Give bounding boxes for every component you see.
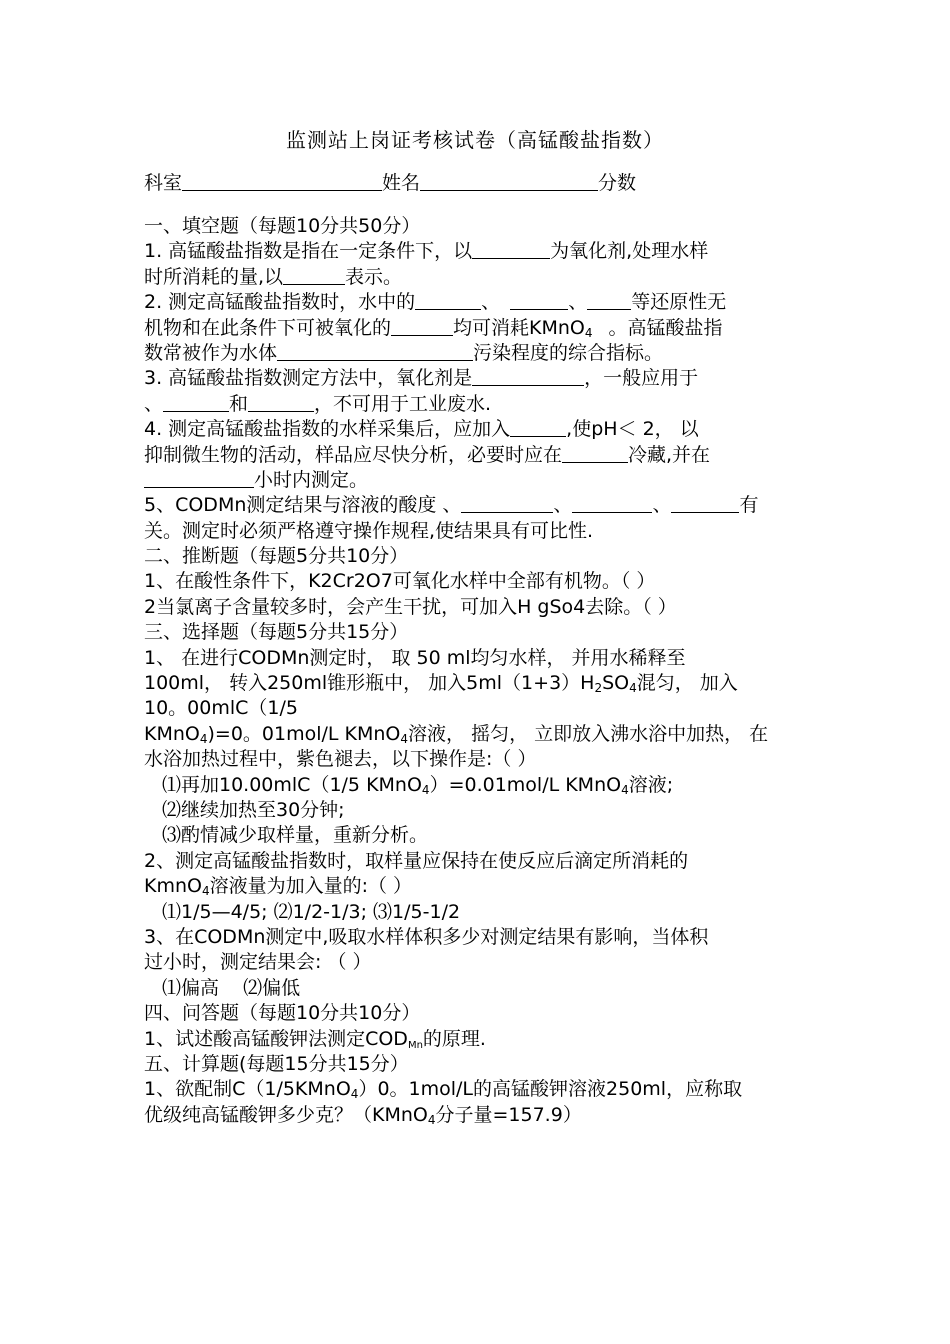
fill-q1-blank2[interactable]	[283, 266, 345, 285]
fill-q1-line2: 时所消耗的量,以 表示。	[144, 265, 403, 288]
fill-q4-blank2[interactable]	[562, 444, 628, 463]
choice-q1-line2: 100ml， 转入250ml锥形瓶中， 加入$5ml(1+3)H_2SO_4$混匀， 加入	[144, 672, 738, 696]
fill-q1-blank1[interactable]	[472, 240, 550, 259]
calc-q1-line1: 1、欲配制C（1/5KMnO$_4$）0。1mol/L的高锰酸钾溶液250ml，应称取	[144, 1078, 743, 1102]
judge-q1: 1、在酸性条件下，K2Cr2O7可氧化水样中全部有机物。（ ）	[144, 570, 656, 593]
fill-q2-line2: 机物和在此条件下可被氧化的 均可消耗KMnO$_4$ 。高锰酸盐指	[144, 316, 723, 340]
calc-q1-line2: 优级纯高锰酸钾多少克？（KMnO$_4$分子量=157.9）	[144, 1103, 582, 1127]
section-judge-heading: 二、推断题（每题5分共10分）	[144, 545, 409, 568]
choice-q2-line1: 2、测定高锰酸盐指数时，取样量应保持在使反应后滴定所消耗的	[144, 849, 689, 872]
choice-q1-option3: ⑶酌情减少取样量，重新分析。	[162, 824, 429, 847]
fill-q2-blank3[interactable]	[587, 291, 631, 310]
fill-q3-line1: 3. 高锰酸盐指数测定方法中，氧化剂是 ，一般应用于	[144, 367, 699, 390]
choice-q1-line3: 10。00mlC（1/5	[144, 697, 298, 720]
fill-q2-blank5[interactable]	[277, 342, 473, 361]
fill-q5-line2: 关。测定时必须严格遵守操作规程,使结果具有可比性.	[144, 519, 594, 542]
page-title: 监测站上岗证考核试卷（高锰酸盐指数）	[286, 128, 664, 152]
qa-q1: 1、试述酸高锰酸钾法测定$COD_{Mn}$的原理.	[144, 1027, 486, 1051]
fill-q3-line2: 、 和 ，不可用于工业废水.	[144, 392, 492, 415]
fill-q2-blank1[interactable]	[415, 291, 481, 310]
fill-q4-blank1[interactable]	[510, 418, 566, 437]
fill-q2-blank4[interactable]	[391, 317, 453, 336]
fill-q1-line1: 1. 高锰酸盐指数是指在一定条件下，以 为氧化剂,处理水样	[144, 240, 709, 263]
fill-q4-line3: 小时内测定。	[144, 468, 809, 493]
fill-q3-blank1[interactable]	[472, 367, 584, 386]
choice-q1-line4: KMnO$_4$)=0。01mol/L KMnO$_4$溶液， 摇匀， 立即放入沸水浴中加热， 在	[144, 722, 769, 746]
fill-q2-line1: 2. 测定高锰酸盐指数时，水中的 、 、 等还原性无	[144, 291, 727, 314]
fill-q2-line3: 数常被作为水体 污染程度的综合指标。	[144, 341, 664, 364]
choice-q3-options: ⑴偏高 ⑵偏低	[162, 976, 301, 999]
choice-q2-line2: KmnO$_4$溶液量为加入量的:（ ）	[144, 875, 413, 899]
fill-q4-line2: 抑制微生物的活动，样品应尽快分析，必要时应在 冷藏,并在	[144, 443, 711, 466]
name-blank[interactable]	[420, 172, 598, 191]
choice-q1-line5: 水浴加热过程中，紫色褪去，以下操作是:（ ）	[144, 748, 537, 771]
dept-blank[interactable]	[182, 172, 382, 191]
section-calc-heading: 五、计算题(每题15分共15分）	[144, 1052, 409, 1075]
name-label: 姓名	[382, 172, 421, 194]
choice-q2-options: ⑴1/5—4/5; ⑵1/2-1/3; ⑶1/5-1/2	[162, 900, 461, 923]
choice-q3-line1: 3、在CODMn测定中,吸取水样体积多少对测定结果有影响，当体积	[144, 925, 709, 948]
section-choice-heading: 三、选择题（每题5分共15分）	[144, 621, 409, 644]
fill-q4-line1: 4. 测定高锰酸盐指数的水样采集后，应加入 ,使pH＜ 2， 以	[144, 418, 699, 441]
choice-q1-option1: ⑴再加10.00mlC（1/5 KMnO$_4$）=0.01mol/L KMnO$_4$溶液;	[162, 773, 674, 797]
score-label: 分数	[598, 172, 637, 194]
fill-q5-blank3[interactable]	[671, 494, 739, 513]
judge-q2: 2当氯离子含量较多时，会产生干扰，可加入H gSo4去除。（ ）	[144, 595, 677, 618]
fill-q4-blank3[interactable]	[144, 469, 254, 488]
section-qa-heading: 四、问答题（每题10分共10分）	[144, 1002, 421, 1025]
fill-q3-blank2[interactable]	[163, 393, 229, 412]
choice-q3-line2: 过小时，测定结果会: （ ）	[144, 951, 372, 974]
choice-q1-line1: 1、 在进行CODMn测定时， 取 50 ml均匀水样， 并用水稀释至	[144, 646, 686, 669]
header-line	[144, 166, 809, 200]
fill-q2-blank2[interactable]	[510, 291, 568, 310]
fill-q5-blank1[interactable]	[461, 494, 553, 513]
dept-label: 科室	[144, 172, 183, 194]
fill-q5-blank2[interactable]	[572, 494, 652, 513]
exam-body	[144, 166, 809, 1128]
section-fill-heading: 一、填空题（每题10分共50分）	[144, 215, 421, 237]
fill-q3-blank3[interactable]	[248, 393, 314, 412]
choice-q1-option2: ⑵继续加热至30分钟;	[162, 798, 345, 821]
fill-q5-line1: 5、CODMn测定结果与溶液的酸度 、 、 、 有	[144, 494, 759, 517]
